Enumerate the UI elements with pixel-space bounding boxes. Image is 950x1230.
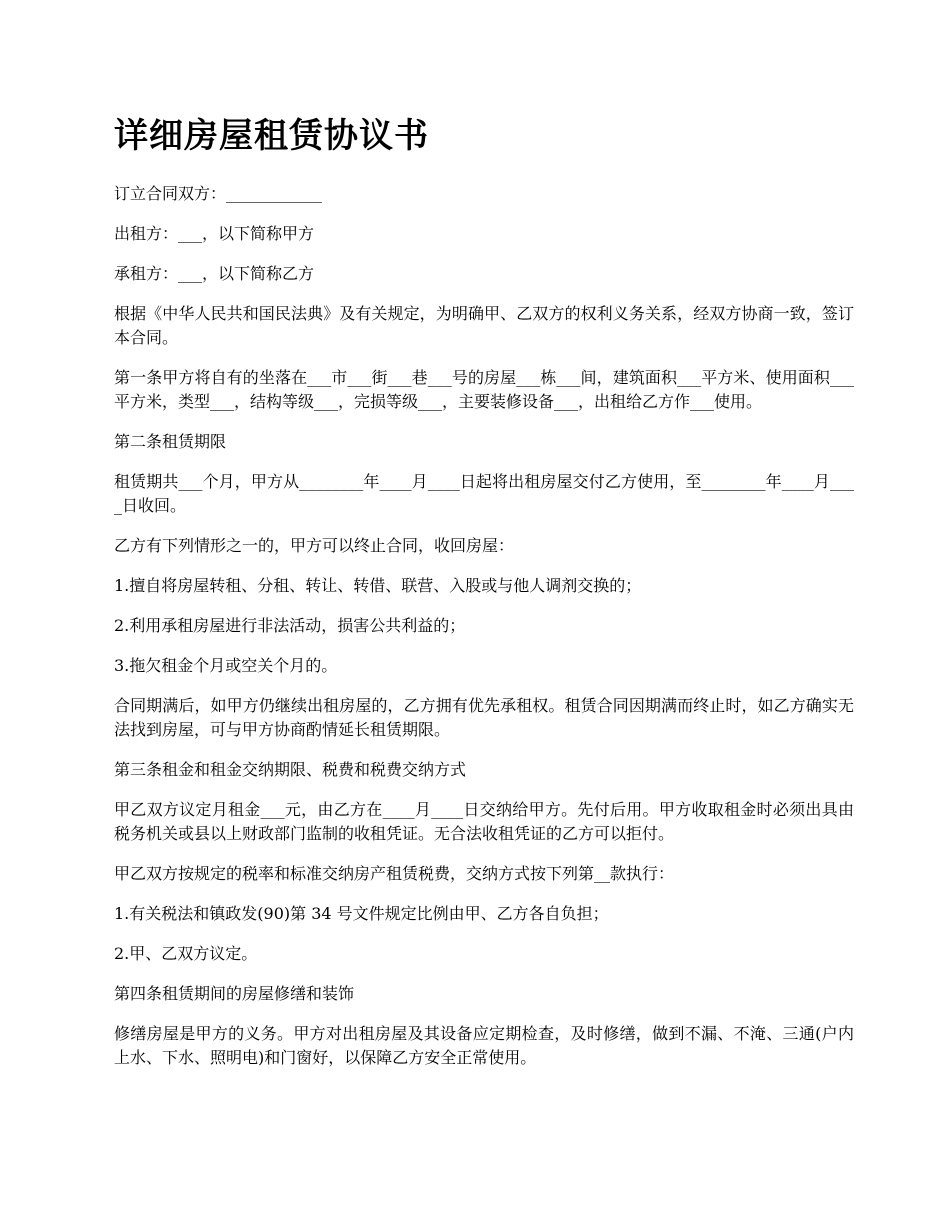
document-title: 详细房屋租赁协议书 bbox=[114, 116, 429, 156]
lessor-line: 出租方：___，以下简称甲方 bbox=[114, 224, 315, 243]
rent-paragraph: 甲乙双方议定月租金___元，由乙方在____月____日交纳给甲方。先付后用。甲方收取租金时必须出具由税务机关或县以上财政部门监制的收租凭证。无合法收租凭证的乙方可以拒付。 bbox=[114, 800, 854, 843]
termination-item-3: 3.拖欠租金个月或空关个月的。 bbox=[114, 656, 338, 675]
parties-line: 订立合同双方：____________ bbox=[114, 184, 323, 203]
termination-item-2: 2.利用承租房屋进行非法活动，损害公共利益的； bbox=[114, 616, 466, 635]
article-1-paragraph: 第一条甲方将自有的坐落在___市___街___巷___号的房屋___栋___间，建筑面积___平方米、使用面积___平方米，类型___，结构等级___，完损等级___，主要装修设备___，出租给乙方作___使用。 bbox=[114, 368, 854, 411]
termination-item-1: 1.擅自将房屋转租、分租、转让、转借、联营、入股或与他人调剂交换的； bbox=[114, 576, 642, 595]
tax-paragraph: 甲乙双方按规定的税率和标准交纳房产租赁税费，交纳方式按下列第__款执行： bbox=[114, 864, 675, 883]
tax-item-2: 2.甲、乙双方议定。 bbox=[114, 944, 258, 963]
article-3-heading: 第三条租金和租金交纳期限、税费和税费交纳方式 bbox=[114, 760, 467, 779]
lease-term-paragraph: 租赁期共___个月，甲方从________年____月____日起将出租房屋交付乙方使用，至________年____月____日收回。 bbox=[114, 472, 854, 515]
renewal-paragraph: 合同期满后，如甲方仍继续出租房屋的，乙方拥有优先承租权。租赁合同因期满而终止时，如乙方确实无法找到房屋，可与甲方协商酌情延长租赁期限。 bbox=[114, 696, 854, 739]
document-page bbox=[114, 112, 854, 1086]
lessee-line: 承租方：___，以下简称乙方 bbox=[114, 264, 315, 283]
repair-paragraph: 修缮房屋是甲方的义务。甲方对出租房屋及其设备应定期检查，及时修缮，做到不漏、不淹、三通(户内上水、下水、照明电)和门窗好，以保障乙方安全正常使用。 bbox=[114, 1024, 854, 1067]
article-2-heading: 第二条租赁期限 bbox=[114, 432, 227, 451]
termination-intro: 乙方有下列情形之一的，甲方可以终止合同，收回房屋： bbox=[114, 536, 515, 555]
preamble-paragraph: 根据《中华人民共和国民法典》及有关规定，为明确甲、乙双方的权利义务关系，经双方协商一致，签订本合同。 bbox=[114, 304, 854, 347]
article-4-heading: 第四条租赁期间的房屋修缮和装饰 bbox=[114, 984, 355, 1003]
tax-item-1: 1.有关税法和镇政发(90)第 34 号文件规定比例由甲、乙方各自负担； bbox=[114, 904, 609, 923]
